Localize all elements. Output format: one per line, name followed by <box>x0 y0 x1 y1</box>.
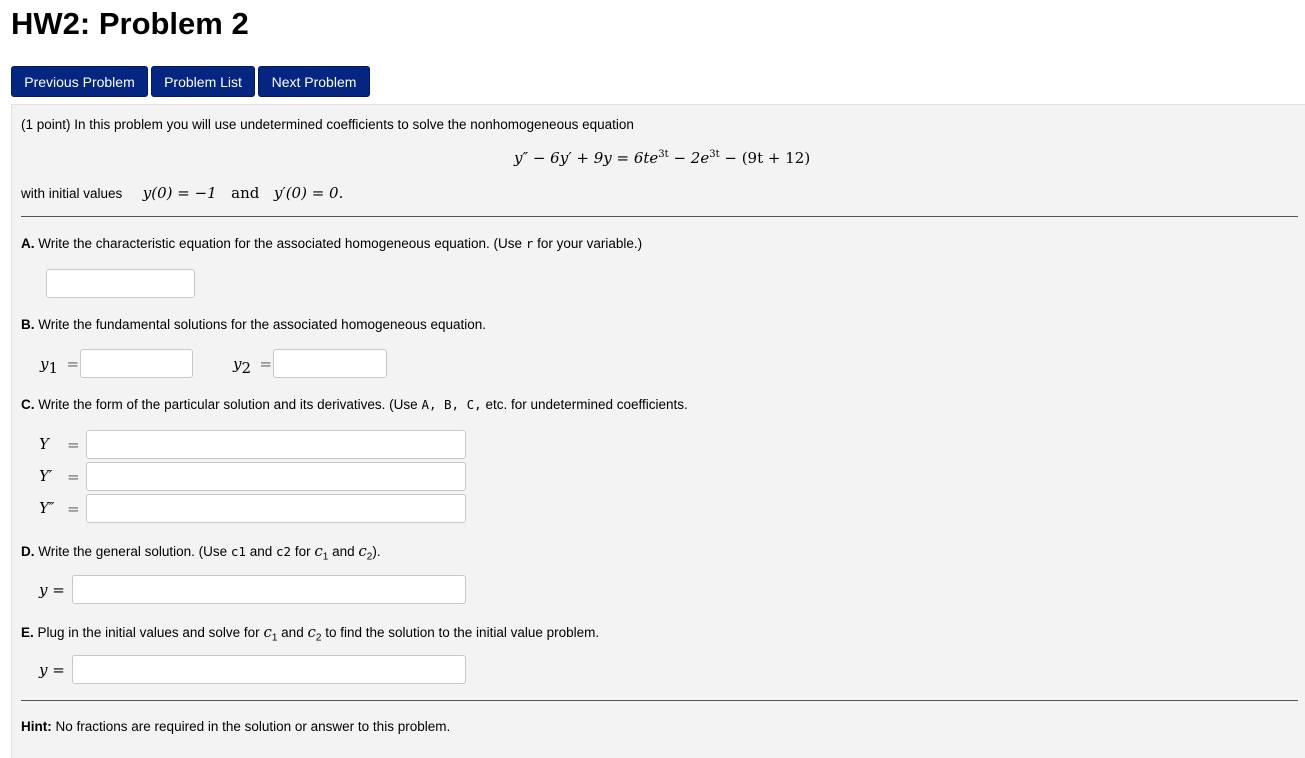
Y-prime-label: Y′ <box>39 467 53 485</box>
part-c-prompt <box>21 397 688 412</box>
equation-exponent-1: 3t <box>658 149 669 160</box>
initial-condition-2: y′(0) = 0. <box>273 184 344 202</box>
initial-values-prefix: with initial values <box>21 186 123 201</box>
differential-equation <box>514 149 810 167</box>
part-e-letter: E. <box>21 625 34 640</box>
part-d-letter: D. <box>21 544 35 559</box>
Y-prime-input[interactable] <box>86 462 466 491</box>
Y-prime-equals: = <box>67 468 80 486</box>
part-c-text-before: Write the form of the particular solution and its derivatives. (Use <box>38 397 418 412</box>
y2-label: $y_2$ = <box>233 355 273 378</box>
part-d-code-c2: c2 <box>276 544 292 559</box>
y1-label: $y_1$ = <box>40 355 80 378</box>
ivp-solution-label: y = <box>39 661 65 679</box>
hint-text: No fractions are required in the solution or answer to this problem. <box>55 719 451 734</box>
part-a-text-after: for your variable.) <box>537 236 643 251</box>
part-a-prompt <box>21 236 642 251</box>
equation-mid: − 2e <box>668 149 710 167</box>
initial-condition-1: y(0) = −1 <box>142 184 217 202</box>
Y-equals: = <box>67 436 80 454</box>
equation-lhs: y″ − 6y′ + 9y = 6te <box>514 149 659 167</box>
part-e-prompt: E. Plug in the initial values and solve for $c_1$ and $c_2$ to find the solution to the initial value problem. <box>21 623 600 644</box>
next-problem-button[interactable]: Next Problem <box>258 66 370 97</box>
general-solution-input[interactable] <box>72 575 466 604</box>
part-a-letter: A. <box>21 236 35 251</box>
part-c-coefficients: A, B, C, <box>421 397 482 412</box>
part-a-variable: r <box>525 236 534 251</box>
equation-exponent-2: 3t <box>709 149 720 160</box>
part-b-prompt <box>21 317 486 332</box>
hint-line <box>21 719 450 734</box>
part-a-text-before: Write the characteristic equation for the associated homogeneous equation. (Use <box>38 236 523 251</box>
part-d-code-c1: c1 <box>230 544 246 559</box>
initial-values-line <box>21 184 343 203</box>
characteristic-equation-input[interactable] <box>46 269 195 298</box>
y1-input[interactable] <box>80 349 193 378</box>
part-c-text-after: etc. for undetermined coefficients. <box>485 397 688 412</box>
Y-double-prime-input[interactable] <box>86 494 466 523</box>
part-d-prompt: D. Write the general solution. (Use c1 and c2 for $c_1$ and $c_2$). <box>21 542 381 563</box>
general-solution-label: y = <box>39 581 65 599</box>
divider-bottom <box>21 700 1298 701</box>
problem-intro: (1 point) In this problem you will use undetermined coefficients to solve the nonhomogeneous equation <box>21 117 634 132</box>
Y-double-prime-label: Y″ <box>39 499 55 517</box>
part-c-letter: C. <box>21 397 35 412</box>
divider-top <box>21 216 1298 217</box>
y2-input[interactable] <box>273 349 387 378</box>
part-b-text: Write the fundamental solutions for the associated homogeneous equation. <box>38 317 487 332</box>
ivp-solution-input[interactable] <box>72 655 466 684</box>
previous-problem-button[interactable]: Previous Problem <box>11 66 148 97</box>
page-title: HW2: Problem 2 <box>11 6 249 41</box>
Y-label: Y <box>39 435 49 453</box>
Y-double-prime-equals: = <box>67 500 80 518</box>
Y-input[interactable] <box>86 430 466 459</box>
problem-list-button[interactable]: Problem List <box>151 66 255 97</box>
part-b-letter: B. <box>21 317 35 332</box>
initial-and: and <box>231 184 260 202</box>
equation-rhs: − (9t + 12) <box>719 149 811 167</box>
hint-label: Hint: <box>21 719 52 734</box>
